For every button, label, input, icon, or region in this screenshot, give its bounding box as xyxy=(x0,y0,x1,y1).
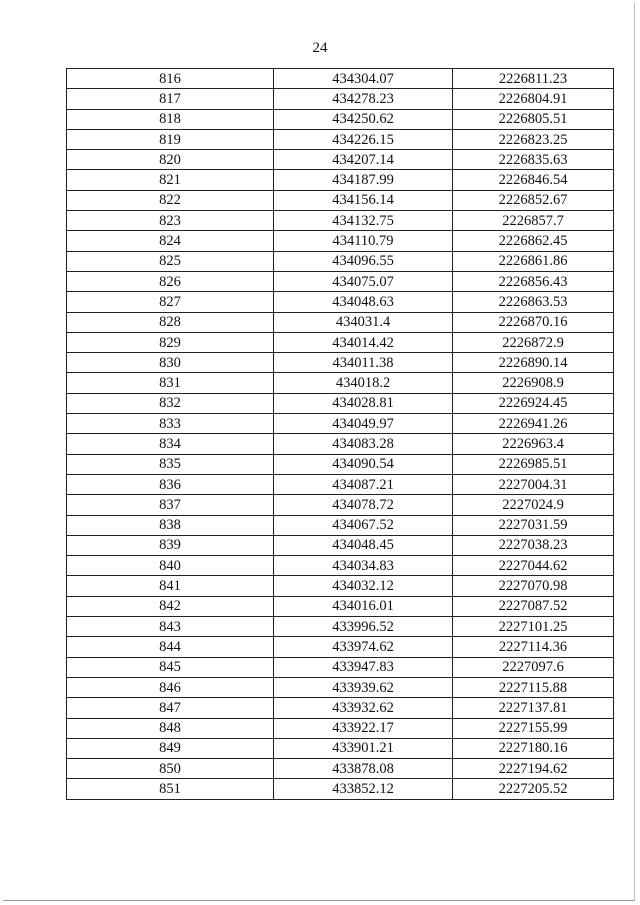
x-coordinate-cell: 434048.63 xyxy=(274,292,453,312)
y-coordinate-cell: 2226890.14 xyxy=(453,353,614,373)
x-coordinate-cell: 433901.21 xyxy=(274,738,453,758)
table-row xyxy=(67,312,614,332)
y-coordinate-cell: 2227180.16 xyxy=(453,738,614,758)
y-coordinate-cell: 2226862.45 xyxy=(453,231,614,251)
table-row xyxy=(67,190,614,210)
table-row xyxy=(67,353,614,373)
x-coordinate-cell: 434075.07 xyxy=(274,271,453,291)
table-row xyxy=(67,698,614,718)
y-coordinate-cell: 2226870.16 xyxy=(453,312,614,332)
table-row xyxy=(67,617,614,637)
y-coordinate-cell: 2227038.23 xyxy=(453,535,614,555)
y-coordinate-cell: 2227031.59 xyxy=(453,515,614,535)
x-coordinate-cell: 433852.12 xyxy=(274,779,453,799)
y-coordinate-cell: 2226863.53 xyxy=(453,292,614,312)
point-number-cell: 831 xyxy=(67,373,274,393)
table-row xyxy=(67,677,614,697)
point-number-cell: 829 xyxy=(67,332,274,352)
x-coordinate-cell: 434187.99 xyxy=(274,170,453,190)
point-number-cell: 844 xyxy=(67,637,274,657)
table-row xyxy=(67,231,614,251)
x-coordinate-cell: 434083.28 xyxy=(274,434,453,454)
x-coordinate-cell: 434028.81 xyxy=(274,393,453,413)
page-number: 24 xyxy=(312,40,328,56)
x-coordinate-cell: 434018.2 xyxy=(274,373,453,393)
y-coordinate-cell: 2227137.81 xyxy=(453,698,614,718)
point-number-cell: 824 xyxy=(67,231,274,251)
y-coordinate-cell: 2226805.51 xyxy=(453,109,614,129)
y-coordinate-cell: 2227114.36 xyxy=(453,637,614,657)
x-coordinate-cell: 434096.55 xyxy=(274,251,453,271)
table-row xyxy=(67,515,614,535)
table-row xyxy=(67,150,614,170)
point-number-cell: 850 xyxy=(67,759,274,779)
point-number-cell: 823 xyxy=(67,211,274,231)
table-row xyxy=(67,454,614,474)
y-coordinate-cell: 2226823.25 xyxy=(453,129,614,149)
y-coordinate-cell: 2226846.54 xyxy=(453,170,614,190)
x-coordinate-cell: 434250.62 xyxy=(274,109,453,129)
x-coordinate-cell: 434034.83 xyxy=(274,556,453,576)
point-number-cell: 821 xyxy=(67,170,274,190)
table-row xyxy=(67,414,614,434)
y-coordinate-cell: 2226941.26 xyxy=(453,414,614,434)
table-row xyxy=(67,657,614,677)
x-coordinate-cell: 434016.01 xyxy=(274,596,453,616)
x-coordinate-cell: 434011.38 xyxy=(274,353,453,373)
table-row xyxy=(67,556,614,576)
point-number-cell: 826 xyxy=(67,271,274,291)
y-coordinate-cell: 2227097.6 xyxy=(453,657,614,677)
x-coordinate-cell: 434078.72 xyxy=(274,495,453,515)
x-coordinate-cell: 434132.75 xyxy=(274,211,453,231)
point-number-cell: 832 xyxy=(67,393,274,413)
table-row xyxy=(67,637,614,657)
table-row xyxy=(67,211,614,231)
point-number-cell: 828 xyxy=(67,312,274,332)
x-coordinate-cell: 434207.14 xyxy=(274,150,453,170)
table-row xyxy=(67,292,614,312)
point-number-cell: 822 xyxy=(67,190,274,210)
table-row xyxy=(67,373,614,393)
point-number-cell: 847 xyxy=(67,698,274,718)
coordinates-table-body xyxy=(67,69,614,800)
x-coordinate-cell: 434048.45 xyxy=(274,535,453,555)
y-coordinate-cell: 2226861.86 xyxy=(453,251,614,271)
x-coordinate-cell: 433932.62 xyxy=(274,698,453,718)
x-coordinate-cell: 434304.07 xyxy=(274,69,453,89)
table-row xyxy=(67,738,614,758)
x-coordinate-cell: 433939.62 xyxy=(274,677,453,697)
y-coordinate-cell: 2227194.62 xyxy=(453,759,614,779)
table-row xyxy=(67,69,614,89)
x-coordinate-cell: 434226.15 xyxy=(274,129,453,149)
point-number-cell: 830 xyxy=(67,353,274,373)
x-coordinate-cell: 433947.83 xyxy=(274,657,453,677)
x-coordinate-cell: 434032.12 xyxy=(274,576,453,596)
x-coordinate-cell: 434049.97 xyxy=(274,414,453,434)
y-coordinate-cell: 2226924.45 xyxy=(453,393,614,413)
x-coordinate-cell: 434278.23 xyxy=(274,89,453,109)
table-row xyxy=(67,495,614,515)
point-number-cell: 849 xyxy=(67,738,274,758)
y-coordinate-cell: 2226872.9 xyxy=(453,332,614,352)
y-coordinate-cell: 2226856.43 xyxy=(453,271,614,291)
x-coordinate-cell: 433922.17 xyxy=(274,718,453,738)
point-number-cell: 846 xyxy=(67,677,274,697)
table-row xyxy=(67,434,614,454)
y-coordinate-cell: 2227115.88 xyxy=(453,677,614,697)
point-number-cell: 820 xyxy=(67,150,274,170)
table-row xyxy=(67,89,614,109)
point-number-cell: 848 xyxy=(67,718,274,738)
point-number-cell: 840 xyxy=(67,556,274,576)
x-coordinate-cell: 434156.14 xyxy=(274,190,453,210)
point-number-cell: 842 xyxy=(67,596,274,616)
x-coordinate-cell: 434014.42 xyxy=(274,332,453,352)
table-row xyxy=(67,393,614,413)
point-number-cell: 816 xyxy=(67,69,274,89)
table-row xyxy=(67,271,614,291)
y-coordinate-cell: 2227155.99 xyxy=(453,718,614,738)
point-number-cell: 835 xyxy=(67,454,274,474)
y-coordinate-cell: 2226852.67 xyxy=(453,190,614,210)
x-coordinate-cell: 434087.21 xyxy=(274,474,453,494)
y-coordinate-cell: 2226857.7 xyxy=(453,211,614,231)
table-row xyxy=(67,576,614,596)
y-coordinate-cell: 2227044.62 xyxy=(453,556,614,576)
table-row xyxy=(67,474,614,494)
table-row xyxy=(67,170,614,190)
table-row xyxy=(67,129,614,149)
table-row xyxy=(67,535,614,555)
point-number-cell: 838 xyxy=(67,515,274,535)
point-number-cell: 834 xyxy=(67,434,274,454)
x-coordinate-cell: 434090.54 xyxy=(274,454,453,474)
point-number-cell: 851 xyxy=(67,779,274,799)
x-coordinate-cell: 433974.62 xyxy=(274,637,453,657)
x-coordinate-cell: 434110.79 xyxy=(274,231,453,251)
y-coordinate-cell: 2227205.52 xyxy=(453,779,614,799)
y-coordinate-cell: 2227101.25 xyxy=(453,617,614,637)
table-row xyxy=(67,596,614,616)
y-coordinate-cell: 2227004.31 xyxy=(453,474,614,494)
y-coordinate-cell: 2226985.51 xyxy=(453,454,614,474)
point-number-cell: 837 xyxy=(67,495,274,515)
table-row xyxy=(67,779,614,799)
coordinates-table xyxy=(66,68,614,800)
y-coordinate-cell: 2227087.52 xyxy=(453,596,614,616)
point-number-cell: 827 xyxy=(67,292,274,312)
point-number-cell: 825 xyxy=(67,251,274,271)
point-number-cell: 845 xyxy=(67,657,274,677)
y-coordinate-cell: 2227024.9 xyxy=(453,495,614,515)
y-coordinate-cell: 2226908.9 xyxy=(453,373,614,393)
x-coordinate-cell: 433996.52 xyxy=(274,617,453,637)
x-coordinate-cell: 434067.52 xyxy=(274,515,453,535)
table-row xyxy=(67,251,614,271)
point-number-cell: 836 xyxy=(67,474,274,494)
x-coordinate-cell: 433878.08 xyxy=(274,759,453,779)
x-coordinate-cell: 434031.4 xyxy=(274,312,453,332)
table-row xyxy=(67,759,614,779)
y-coordinate-cell: 2226835.63 xyxy=(453,150,614,170)
table-row xyxy=(67,332,614,352)
table-row xyxy=(67,109,614,129)
point-number-cell: 817 xyxy=(67,89,274,109)
point-number-cell: 819 xyxy=(67,129,274,149)
y-coordinate-cell: 2227070.98 xyxy=(453,576,614,596)
point-number-cell: 839 xyxy=(67,535,274,555)
y-coordinate-cell: 2226963.4 xyxy=(453,434,614,454)
point-number-cell: 841 xyxy=(67,576,274,596)
point-number-cell: 843 xyxy=(67,617,274,637)
y-coordinate-cell: 2226811.23 xyxy=(453,69,614,89)
point-number-cell: 833 xyxy=(67,414,274,434)
y-coordinate-cell: 2226804.91 xyxy=(453,89,614,109)
table-row xyxy=(67,718,614,738)
point-number-cell: 818 xyxy=(67,109,274,129)
